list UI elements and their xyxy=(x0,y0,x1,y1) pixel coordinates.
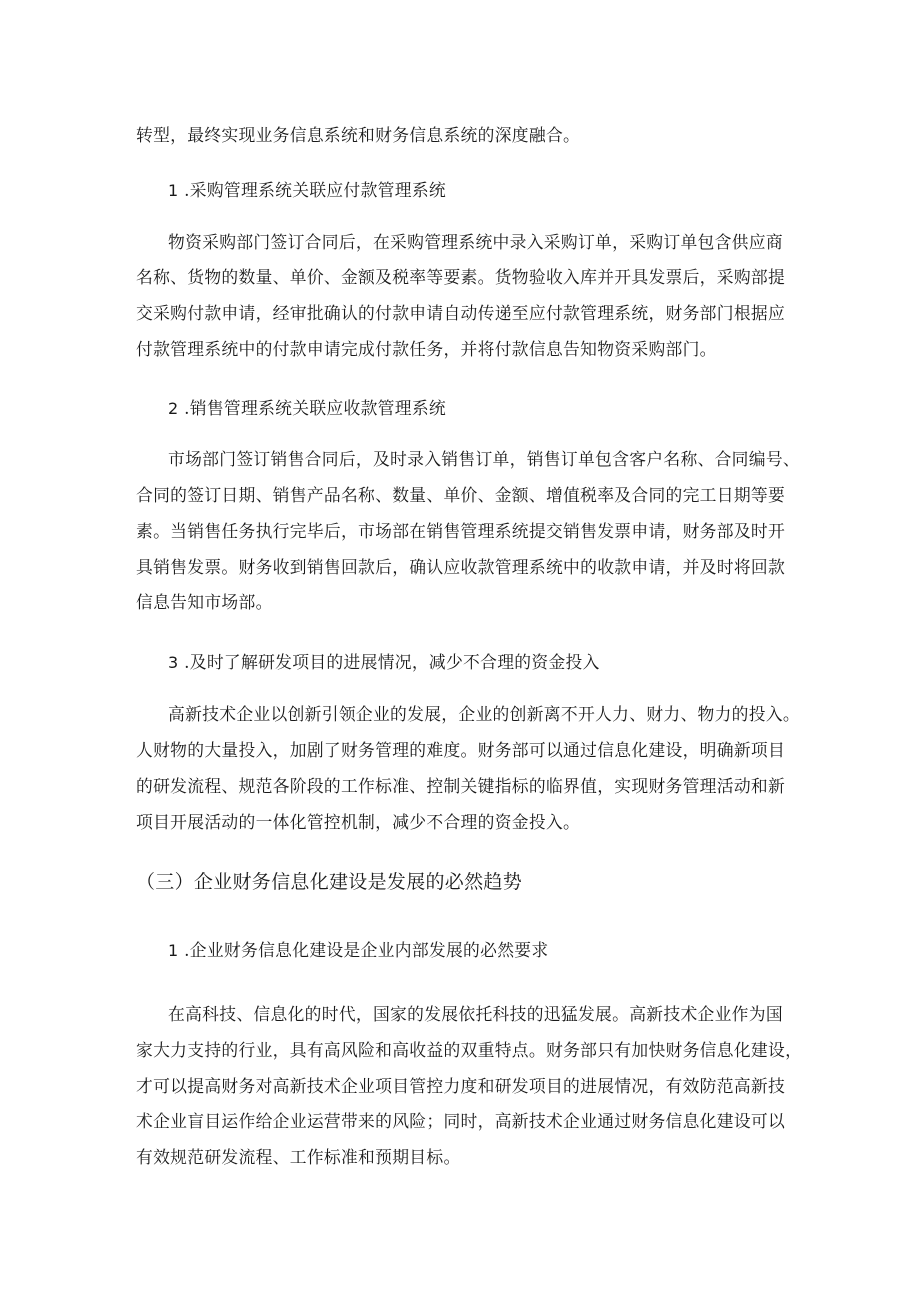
section-item-line-3: 才可以提高财务对高新技术企业项目管控力度和研发项目的进展情况，有效防范高新技 xyxy=(136,1076,786,1096)
item-3-number: 3 xyxy=(168,653,179,672)
section-item-1-title: .企业财务信息化建设是企业内部发展的必然要求 xyxy=(184,940,549,960)
item-2-heading xyxy=(168,397,446,420)
item-1-line-1: 物资采购部门签订合同后，在采购管理系统中录入采购订单，采购订单包含供应商 xyxy=(168,232,783,252)
item-2-line-4: 具销售发票。财务收到销售回款后，确认应收款管理系统中的收款申请，并及时将回款 xyxy=(136,557,786,577)
item-1-line-3: 交采购付款申请，经审批确认的付款申请自动传递至应付款管理系统，财务部门根据应 xyxy=(136,303,786,323)
section-item-line-4: 术企业盲目运作给企业运营带来的风险；同时，高新技术企业通过财务信息化建设可以 xyxy=(136,1111,786,1131)
item-1-heading xyxy=(168,179,446,202)
item-3-line-3: 的研发流程、规范各阶段的工作标准、控制关键指标的临界值，实现财务管理活动和新 xyxy=(136,776,786,796)
section-item-line-5: 有效规范研发流程、工作标准和预期目标。 xyxy=(136,1147,461,1167)
section-item-line-1: 在高科技、信息化的时代，国家的发展依托科技的迅猛发展。高新技术企业作为国 xyxy=(168,1004,783,1024)
item-2-line-3: 素。当销售任务执行完毕后，市场部在销售管理系统提交销售发票申请，财务部及时开 xyxy=(136,521,786,541)
item-3-line-4: 项目开展活动的一体化管控机制，减少不合理的资金投入。 xyxy=(136,812,581,832)
section-item-1-heading xyxy=(168,939,548,962)
item-2-number: 2 xyxy=(168,399,179,418)
item-2-line-2: 合同的签订日期、销售产品名称、数量、单价、金额、增值税率及合同的完工日期等要 xyxy=(136,485,786,505)
item-2-title: .销售管理系统关联应收款管理系统 xyxy=(184,398,446,418)
item-3-line-1: 高新技术企业以创新引领企业的发展，企业的创新离不开人力、财力、物力的投入。 xyxy=(168,704,801,724)
item-1-title: .采购管理系统关联应付款管理系统 xyxy=(184,180,446,200)
item-3-line-2: 人财物的大量投入，加剧了财务管理的难度。财务部可以通过信息化建设，明确新项目 xyxy=(136,740,786,760)
section-item-line-2: 家大力支持的行业，具有高风险和高收益的双重特点。财务部只有加快财务信息化建设， xyxy=(136,1040,803,1060)
item-3-title: .及时了解研发项目的进展情况，减少不合理的资金投入 xyxy=(184,652,600,672)
item-1-number: 1 xyxy=(168,181,179,200)
item-2-line-5: 信息告知市场部。 xyxy=(136,592,273,612)
item-2-line-1: 市场部门签订销售合同后，及时录入销售订单，销售订单包含客户名称、合同编号、 xyxy=(168,449,801,469)
item-1-line-4: 付款管理系统中的付款申请完成付款任务，并将付款信息告知物资采购部门。 xyxy=(136,339,717,359)
item-3-heading xyxy=(168,651,600,674)
section-3-heading: （三）企业财务信息化建设是发展的必然趋势 xyxy=(136,871,523,893)
section-item-1-number: 1 xyxy=(168,941,179,960)
item-1-line-2: 名称、货物的数量、单价、金额及税率等要素。货物验收入库并开具发票后，采购部提 xyxy=(136,267,786,287)
intro-tail-line: 转型，最终实现业务信息系统和财务信息系统的深度融合。 xyxy=(136,125,581,145)
